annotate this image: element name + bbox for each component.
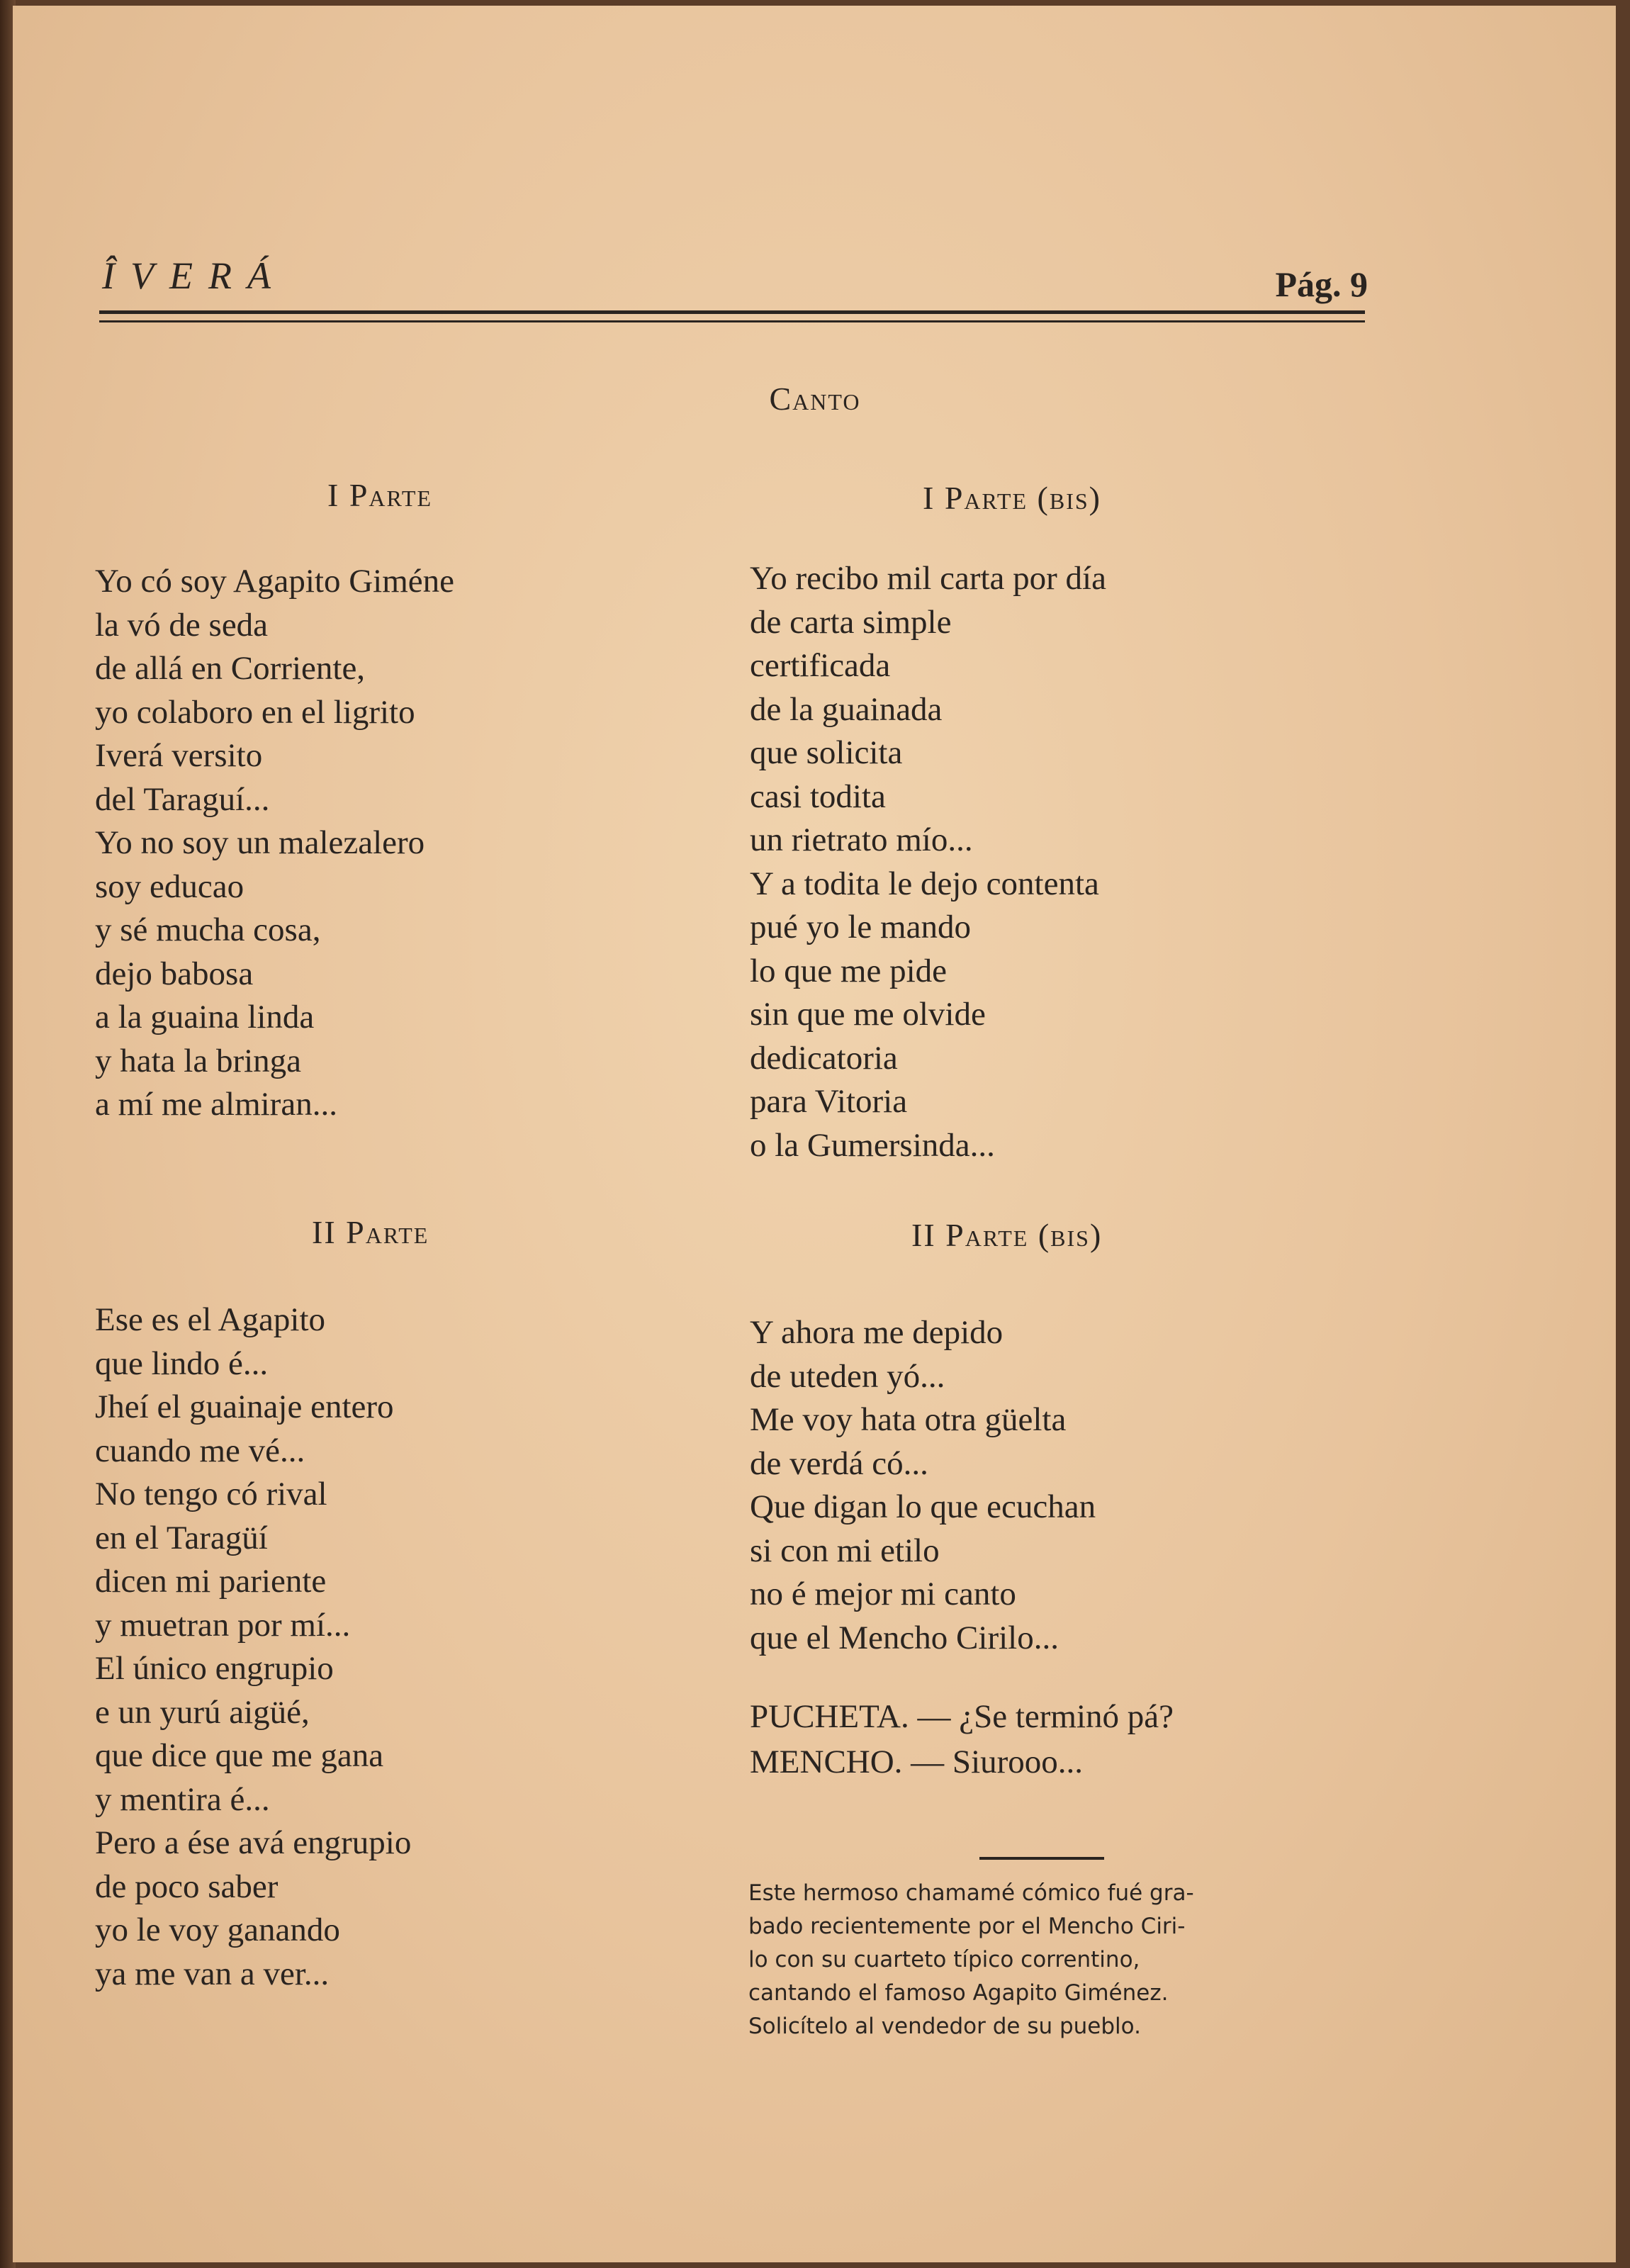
verse-line: pué yo le mando	[750, 909, 971, 945]
verse-line: a mí me almiran...	[95, 1086, 337, 1123]
verse-line: dejo babosa	[95, 955, 254, 992]
verse-line: ya me van a ver...	[95, 1955, 330, 1992]
section-title: Canto	[769, 381, 861, 417]
verse-line: Me voy hata otra güelta	[750, 1401, 1067, 1438]
verse-line: Y ahora me depido	[750, 1314, 1004, 1351]
left-part1-title: I Parte	[327, 477, 433, 513]
verse-line: que dice que me gana	[95, 1737, 384, 1774]
verse-line: Yo recibo mil carta por día	[750, 560, 1106, 597]
verse-line: casi todita	[750, 777, 886, 815]
verse-line: si con mi etilo	[750, 1532, 940, 1569]
footnote-line: bado recientemente por el Mencho Ciri-	[748, 1914, 1186, 1939]
verse-line: y mentira é...	[95, 1780, 270, 1818]
verse-line: de la guainada	[750, 690, 943, 728]
verse-line: de poco saber	[95, 1868, 279, 1905]
dialogue-line: MENCHO. — Siurooo...	[750, 1744, 1084, 1780]
page-number: Pág. 9	[1275, 264, 1368, 304]
verse-line: Jheí el guainaje entero	[95, 1388, 394, 1425]
verse-line: dedicatoria	[750, 1039, 898, 1077]
right-part2-verse	[750, 1311, 1096, 1660]
verse-line: de uteden yó...	[750, 1357, 945, 1395]
verse-line: del Taraguí...	[95, 780, 270, 818]
right-part1-verse	[750, 557, 1106, 1167]
dialogue-line: PUCHETA. — ¿Se terminó pá?	[750, 1698, 1174, 1735]
verse-line: certificada	[750, 647, 891, 684]
verse-line: Ese es el Agapito	[95, 1301, 326, 1338]
verse-line: que lindo é...	[95, 1344, 269, 1382]
right-part2-title: II Parte (bis)	[911, 1217, 1103, 1253]
verse-line: un rietrato mío...	[750, 821, 973, 858]
right-part1-title: I Parte (bis)	[923, 480, 1101, 516]
footnote	[748, 1877, 1365, 2043]
verse-line: yo le voy ganando	[95, 1911, 340, 1948]
verse-line: Y a todita le dejo contenta	[750, 865, 1099, 902]
verse-line: lo que me pide	[750, 952, 948, 989]
verse-line: para Vitoria	[750, 1083, 908, 1120]
verse-line: que el Mencho Cirilo...	[750, 1619, 1059, 1656]
verse-line: en el Taragüí	[95, 1519, 268, 1556]
verse-line: Pero a ése avá engrupio	[95, 1824, 412, 1861]
left-part2-title: II Parte	[312, 1214, 429, 1250]
verse-line: Yo no soy un malezalero	[95, 824, 425, 861]
verse-line: no é mejor mi canto	[750, 1576, 1016, 1612]
verse-line: de carta simple	[750, 603, 952, 641]
footnote-separator	[979, 1857, 1104, 1860]
verse-line: y hata la bringa	[95, 1042, 302, 1079]
verse-line: que solicita	[750, 734, 903, 771]
verse-line: e un yurú aigüé,	[95, 1693, 310, 1731]
verse-line: El único engrupio	[95, 1650, 334, 1687]
dialogue-block	[750, 1694, 1174, 1785]
verse-line: y muetran por mí...	[95, 1606, 351, 1644]
verse-line: Iverá versito	[95, 737, 263, 774]
footnote-line: Este hermoso chamamé cómico fué gra-	[748, 1880, 1194, 1906]
verse-line: de allá en Corriente,	[95, 650, 366, 687]
verse-line: No tengo có rival	[95, 1476, 327, 1512]
verse-line: soy educao	[95, 868, 244, 905]
left-part1-verse	[95, 560, 454, 1127]
verse-line: a la guaina linda	[95, 999, 315, 1035]
verse-line: la vó de seda	[95, 606, 269, 644]
footnote-line: cantando el famoso Agapito Giménez.	[748, 1980, 1169, 2006]
verse-line: sin que me olvide	[750, 996, 986, 1033]
verse-line: dicen mi pariente	[95, 1563, 327, 1600]
header-rule-thin	[99, 320, 1365, 322]
verse-line: o la Gumersinda...	[750, 1126, 995, 1164]
footnote-line: Solicítelo al vendedor de su pueblo.	[748, 2014, 1141, 2039]
magazine-title: ÎVERÁ	[102, 254, 286, 297]
verse-line: de verdá có...	[750, 1444, 928, 1482]
verse-line: Yo có soy Agapito Giméne	[95, 563, 454, 600]
footnote-line: lo con su cuarteto típico correntino,	[748, 1947, 1140, 1972]
verse-line: y sé mucha cosa,	[95, 911, 321, 948]
left-part2-verse	[95, 1298, 411, 1996]
verse-line: cuando me vé...	[95, 1432, 305, 1469]
verse-line: yo colaboro en el ligrito	[95, 693, 415, 731]
verse-line: Que digan lo que ecuchan	[750, 1488, 1096, 1525]
header-rule-thick	[99, 310, 1365, 314]
